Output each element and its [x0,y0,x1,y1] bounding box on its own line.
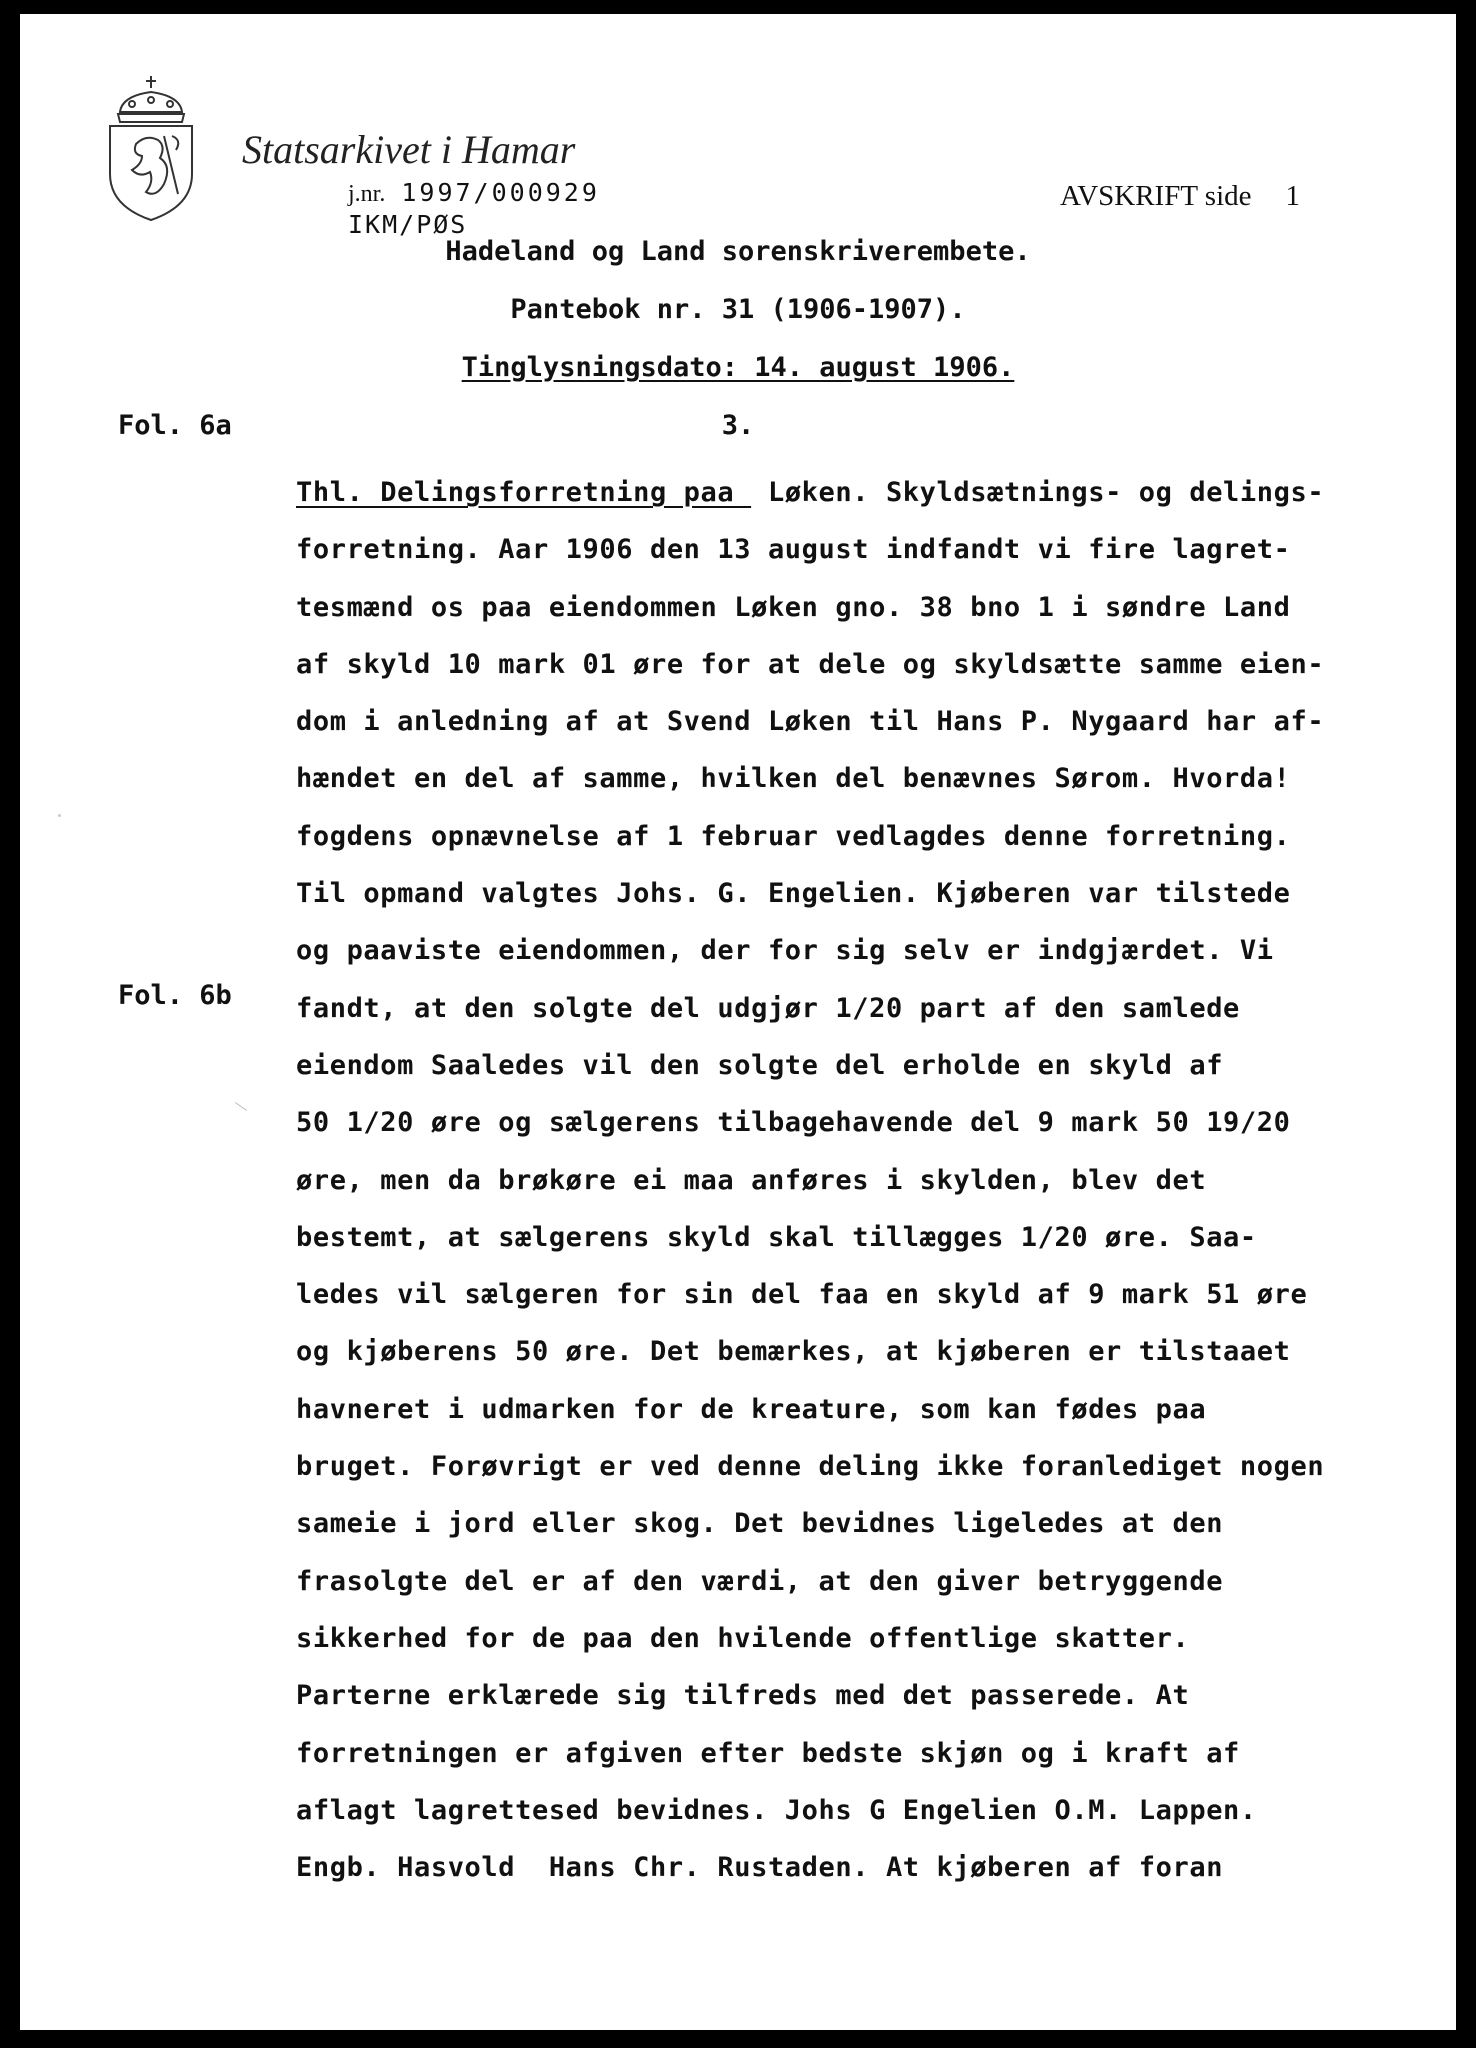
reference-code: IKM/PØS [348,210,468,239]
registration-date-text: Tinglysningsdato: 14. august 1906. [461,352,1015,383]
text-line: aflagt lagrettesed bevidnes. Johs G Engelien O.M. Lappen. [296,1794,1257,1826]
journal-number-label: j.nr. [348,181,386,207]
journal-number-value: 1997/000929 [401,178,600,207]
text-line: fandt, at den solgte del udgjør 1/20 part af den samlede [296,992,1240,1024]
entry-heading-rest: Løken. Skyldsætnings- og delings- [751,477,1325,508]
text-line: bruget. Forøvrigt er ved denne deling ikke foranlediget nogen [296,1451,1325,1483]
entry-number: 3. [721,410,755,441]
text-line: hændet en del af samme, hvilken del benævnes Sørom. Hvorda! [296,763,1291,795]
transcript-page-label [1060,180,1300,213]
text-line: dom i anledning af at Svend Løken til Hans P. Nygaard har af- [296,706,1325,738]
text-line [296,464,1436,521]
text-line: tesmænd os paa eiendommen Løken gno. 38 bno 1 i søndre Land [296,591,1291,623]
transcript-body [296,464,1436,1896]
journal-number [348,178,600,208]
folio-6b: Fol. 6b [118,980,232,1011]
text-line: og paaviste eiendommen, der for sig selv er indgjærdet. Vi [296,935,1274,967]
text-lines [296,521,1436,1896]
folio-6a: Fol. 6a [118,410,232,441]
page-number: 1 [1285,180,1301,212]
book-heading: Pantebok nr. 31 (1906-1907). [510,294,966,325]
text-line: sikkerhed for de paa den hvilende offentlige skatter. [296,1622,1190,1654]
text-line: havneret i udmarken for de kreature, som kan fødes paa [296,1393,1207,1425]
coat-of-arms-icon [102,74,200,222]
text-line: bestemt, at sælgerens skyld skal tillægges 1/20 øre. Saa- [296,1221,1257,1253]
registration-date [20,352,1456,383]
document-page [20,14,1456,2030]
text-line: af skyld 10 mark 01 øre for at dele og skyldsætte samme eien- [296,648,1325,680]
text-line: Engb. Hasvold Hans Chr. Rustaden. At kjøberen af foran [296,1852,1224,1884]
text-line: fogdens opnævnelse af 1 februar vedlagdes denne forretning. [296,820,1291,852]
text-line: Til opmand valgtes Johs. G. Engelien. Kjøberen var tilstede [296,878,1291,910]
margin-mark [235,1102,247,1111]
text-line: og kjøberens 50 øre. Det bemærkes, at kjøberen er tilstaaet [296,1336,1291,1368]
text-line: ledes vil sælgeren for sin del faa en skyld af 9 mark 51 øre [296,1279,1308,1311]
text-line: øre, men da brøkøre ei maa anføres i skylden, blev det [296,1164,1207,1196]
text-line: Parterne erklærede sig tilfreds med det passerede. At [296,1680,1190,1712]
text-line: eiendom Saaledes vil den solgte del erholde en skyld af [296,1049,1224,1081]
text-line: 50 1/20 øre og sælgerens tilbagehavende del 9 mark 50 19/20 [296,1107,1291,1139]
text-line: forretningen er afgiven efter bedste skjøn og i kraft af [296,1737,1240,1769]
text-line: forretning. Aar 1906 den 13 august indfandt vi fire lagret- [296,534,1291,566]
text-line: sameie i jord eller skog. Det bevidnes ligeledes at den [296,1508,1224,1540]
transcript-label: AVSKRIFT side [1060,180,1252,212]
entry-heading: Thl. Delingsforretning paa [296,477,752,508]
archive-name: Statsarkivet i Hamar [242,127,576,172]
office-heading: Hadeland og Land sorenskriverembete. [445,236,1031,267]
scan-speck [58,814,61,817]
text-line: frasolgte del er af den værdi, at den giver betryggende [296,1565,1224,1597]
